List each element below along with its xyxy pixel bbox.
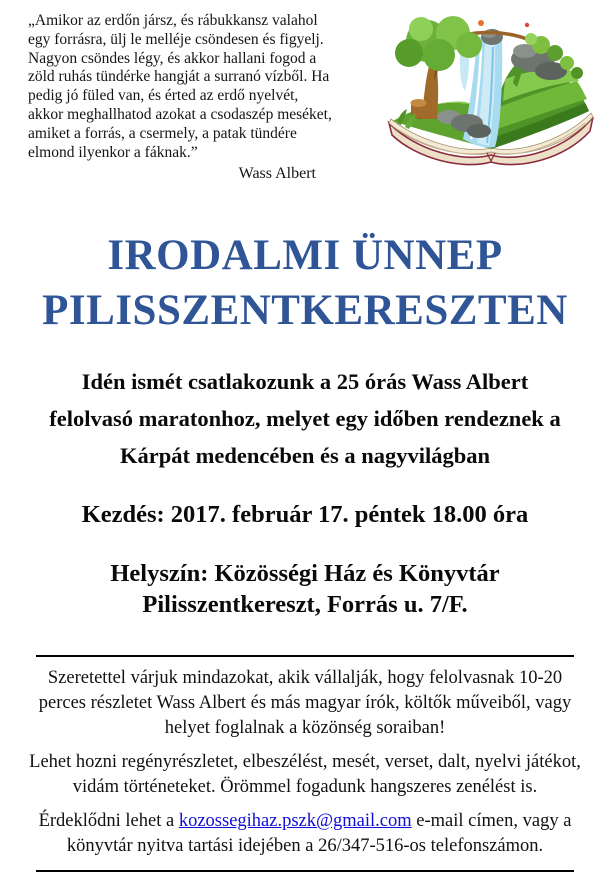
bring-paragraph: [0, 750, 610, 800]
page-title: [0, 228, 610, 338]
text-line: zöld ruhás tündérke hangját a surranó vízből. Ha: [28, 68, 330, 86]
contact-paragraph: [0, 809, 610, 859]
quote-text: [28, 12, 380, 162]
text-line: amiket a forrás, a csermely, a patak tündére: [28, 124, 297, 142]
start-time-line: Kezdés: 2017. február 17. péntek 18.00 óra: [81, 501, 529, 528]
text-line: Helyszín: Közösségi Ház és Könyvtár: [110, 560, 500, 587]
email-link[interactable]: kozossegihaz.pszk@gmail.com: [178, 811, 412, 831]
header-section: [0, 0, 610, 186]
open-book-nature-illustration: [375, 6, 607, 180]
invitation-paragraph: [0, 666, 610, 741]
text-line: Idén ismét csatlakozunk a 25 órás Wass Albert: [81, 369, 529, 394]
text-line: „Amikor az erdőn jársz, és rábukkansz valahol: [28, 12, 318, 29]
contact-line1-prefix: Érdeklődni lehet a: [38, 811, 179, 831]
text-line: akkor meghallhatod azokat a csodaszép meséket,: [28, 105, 332, 123]
text-line: Lehet hozni regényrészletet, elbeszélést, mesét, verset, dalt, nyelvi játékot,: [29, 752, 581, 772]
venue-block: [0, 558, 610, 620]
contact-line2: könyvtár nyitva tartási idejében a 26/347-516-os telefonszámon.: [66, 836, 544, 856]
text-line: Kárpát medencében és a nagyvilágban: [119, 443, 490, 468]
text-line: egy forrásra, ülj le melléje csöndesen és figyelj.: [28, 30, 324, 48]
text-line: elmond ilyenkor a fáknak.”: [28, 143, 198, 161]
text-line: perces részletet Wass Albert és más magyar írók, költők műveiből, vagy: [38, 693, 572, 713]
text-line: Nagyon csöndes légy, és akkor hallani fogod a: [28, 49, 317, 67]
contact-line1-suffix: e-mail címen, vagy a: [411, 811, 572, 831]
page-title-line1: IRODALMI ÜNNEP: [107, 232, 503, 279]
text-line: pedig jó füled van, és érted az erdő nyelvét,: [28, 87, 299, 105]
text-line: Szeretettel várjuk mindazokat, akik vállalják, hogy felolvasnak 10-20: [47, 668, 563, 688]
text-line: helyet foglalnak a közönség soraiban!: [164, 718, 446, 738]
text-line: Pilisszentkereszt, Forrás u. 7/F.: [142, 591, 468, 618]
intro-paragraph: [0, 363, 610, 474]
page-title-line2: PILISSZENTKERESZTEN: [42, 287, 568, 334]
quote-block: [28, 12, 380, 184]
top-divider: [36, 655, 574, 657]
text-line: felolvasó maratonhoz, melyet egy időben rendeznek a: [49, 406, 561, 431]
quote-attribution: Wass Albert: [238, 165, 316, 183]
text-line: vidám történeteket. Örömmel fogadunk hangszeres zenélést is.: [72, 777, 538, 797]
